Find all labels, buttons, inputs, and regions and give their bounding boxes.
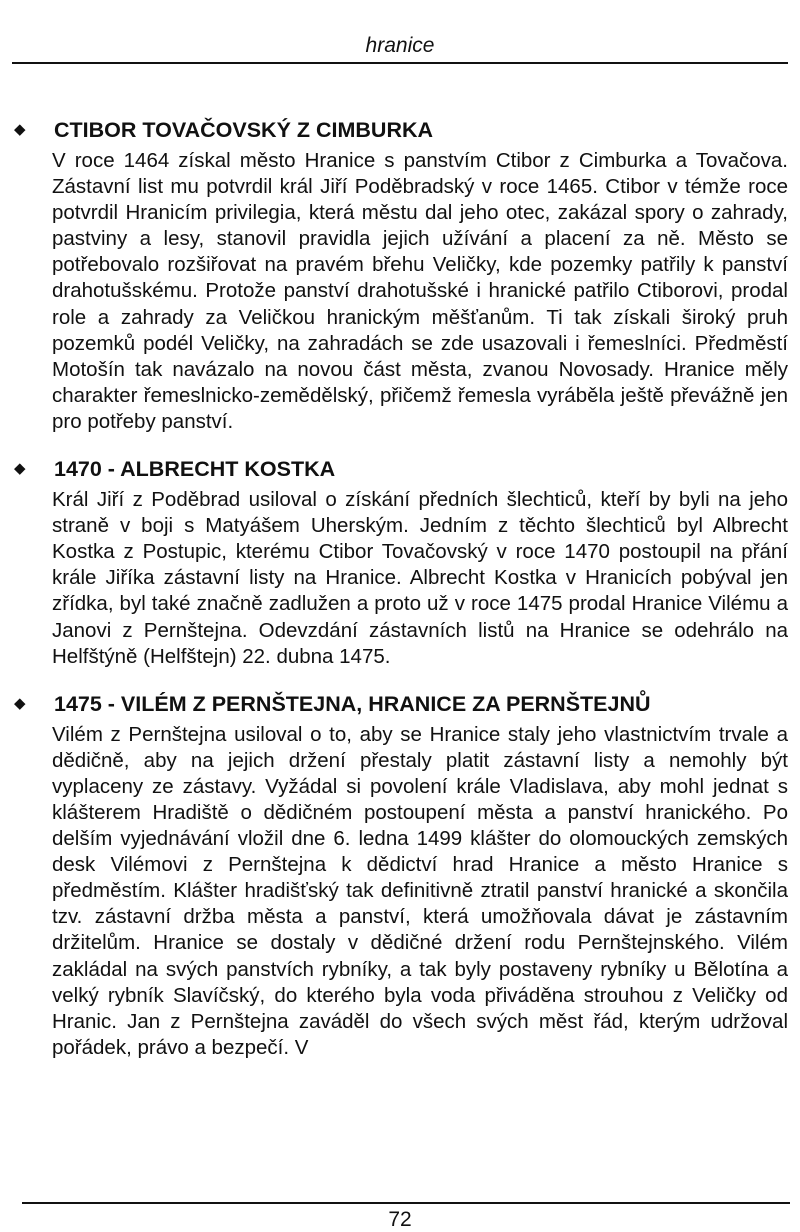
diamond-bullet-icon: ◆	[14, 694, 26, 712]
section-heading-text: 1475 - VILÉM Z PERNŠTEJNA, HRANICE ZA PERNŠTEJNŮ	[54, 691, 651, 716]
section-heading	[14, 455, 788, 483]
diamond-bullet-icon: ◆	[14, 460, 26, 478]
section-vilem	[14, 690, 788, 1061]
section-heading	[14, 116, 788, 144]
section-paragraph: Král Jiří z Poděbrad usiloval o získání předních šlechticů, kteří by byli na jeho straně v boji s Matyášem Uherským. Jedním z těchto šlechticů byl Albrecht Kostka z Postupic, kterému Ctibor Tovačovský v roce 1470 postoupil na přání krále Jiříka zástavní listy na Hranice. Albrecht Kostka v Hranicích pobýval jen zřídka, byl také značně zadlužen a proto už v roce 1475 prodal Hranice Vilému a Janovi z Pernštejna. Odevzdání zástavních listů na Hranice se odehrálo na Helfštýně (Helfštejn) 22. dubna 1475.	[52, 488, 788, 668]
section-heading-text: CTIBOR TOVAČOVSKÝ Z CIMBURKA	[54, 118, 434, 142]
footer-rule	[22, 1202, 790, 1204]
section-paragraph: V roce 1464 získal město Hranice s panstvím Ctibor z Cimburka a Tovačova. Zástavní list mu potvrdil král Jiří Poděbradský v roce 1465. Ctibor v témže roce potvrdil Hranicím privilegia, která městu dal jeho otec, zakázal spory o zahrady, pastviny a lesy, stanovil pravidla jejich užívání a placení za ně. Město se potřebovalo rozšiřovat na pravém břehu Veličky, kde pozemky patřily k panství drahotušskému. Protože panství drahotušské i hranické patřilo Ctiborovi, prodal role a zahrady za Veličkou hranickým měšťanům. Ti tak získali široký pruh pozemků podél Veličky, na zahradách se zde usazovali i řemeslníci. Předměstí Motošín tak navázalo na novou část města, zvanou Novosady. Hranice měly charakter řemeslnicko-zemědělský, přičemž řemesla vyráběla ještě převážně jen pro potřeby panství.	[52, 149, 788, 433]
section-paragraph: Vilém z Pernštejna usiloval o to, aby se Hranice staly jeho vlastnictvím trvale a dědičně, aby na jejich držení přestaly platit zástavní listy a nemohly být vyplaceny ze zástavy. Vyžádal si povolení krále Vladislava, aby mohl jednat s klášterem Hradiště o dědičném postoupení města a panství hranického. Po delším vyjednávání vložil dne 6. ledna 1499 klášter do olomouckých zemských desk Vilémovi z Pernštejna k dědictví hrad Hranice a město Hranice s předměstím. Klášter hradišťský tak definitivně ztratil panství hranické a skončila tzv. zástavní držba města a panství, která umožňovala dávat je zástavním držitelům. Hranice se dostaly v dědičné držení rodu Pernštejnského. Vilém zakládal na svých panstvích rybníky, a tak byly postaveny rybníky u Bělotína a velký rybník Slavíčský, do kterého byla voda přiváděna strouhou z Veličky od Hranic. Jan z Pernštejna zaváděl do všech svých měst řád, kterým udržoval pořádek, právo a bezpečí. V	[52, 722, 788, 1059]
header-rule	[12, 62, 788, 64]
running-head: hranice	[365, 34, 435, 57]
diamond-bullet-icon: ◆	[14, 121, 26, 138]
section-ctibor	[14, 116, 788, 435]
page-content	[14, 116, 788, 1081]
page-number: 72	[388, 1208, 412, 1231]
section-albrecht	[14, 455, 788, 670]
section-heading	[14, 690, 788, 718]
section-heading-text: 1470 - ALBRECHT KOSTKA	[54, 457, 336, 482]
